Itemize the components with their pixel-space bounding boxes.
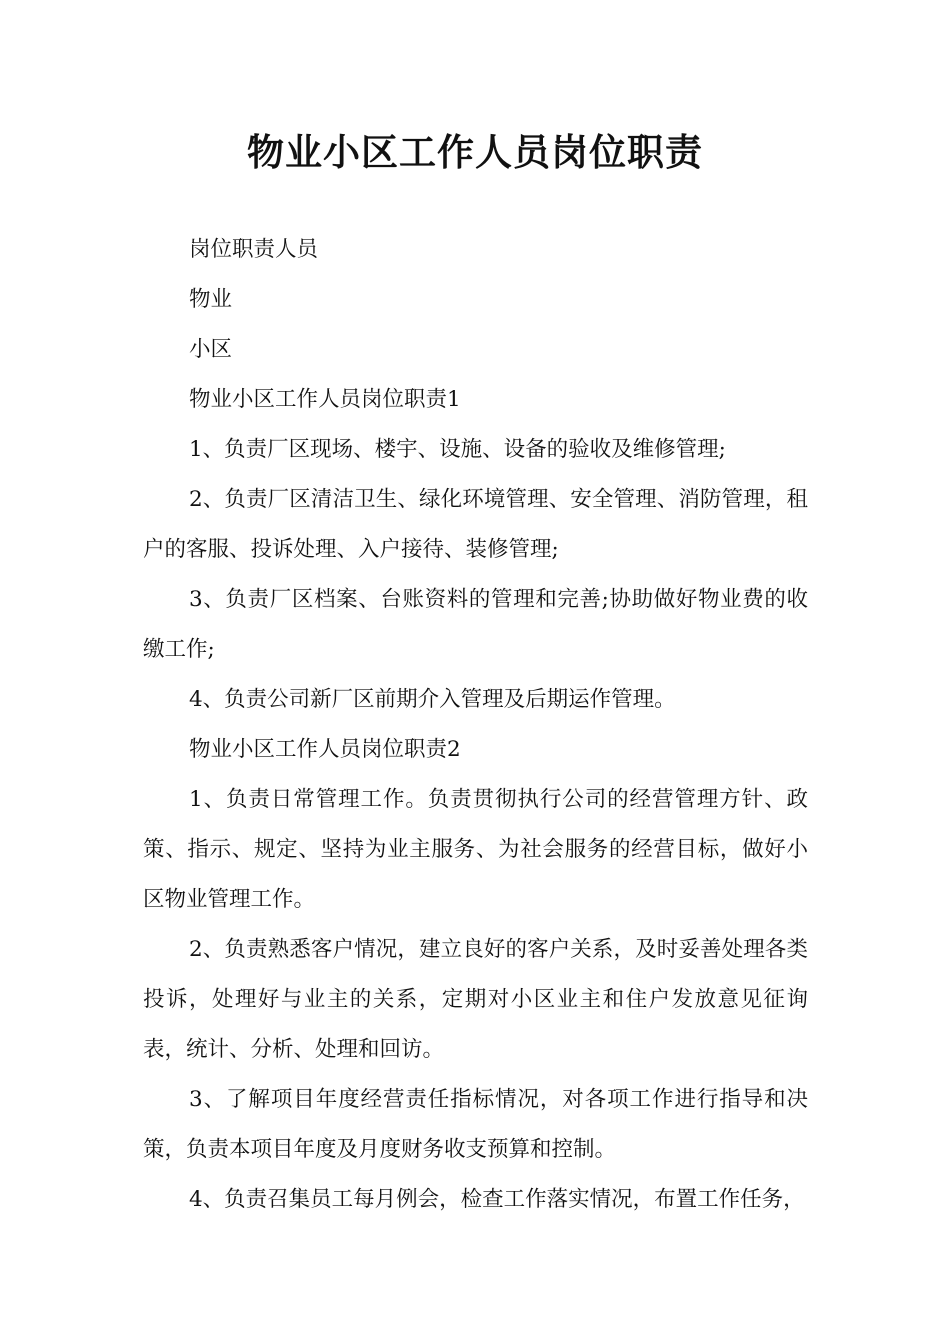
section-heading-2: 物业小区工作人员岗位职责2 [189, 737, 461, 762]
paragraph-role-heading: 岗位职责人员 [189, 237, 319, 262]
paragraph: 2、负责熟悉客户情况，建立良好的客户关系，及时妥善处理各类投诉，处理好与业主的关系，定期对小区业主和住户发放意见征询表，统计、分析、处理和回访。 [143, 937, 808, 1062]
document-body [143, 225, 808, 1225]
paragraph: 4、负责召集员工每月例会，检查工作落实情况，布置工作任务， [189, 1187, 805, 1212]
paragraph: 3、了解项目年度经营责任指标情况，对各项工作进行指导和决策，负责本项目年度及月度财务收支预算和控制。 [143, 1087, 808, 1162]
paragraph: 3、负责厂区档案、台账资料的管理和完善;协助做好物业费的收缴工作; [143, 587, 808, 662]
paragraph: 2、负责厂区清洁卫生、绿化环境管理、安全管理、消防管理，租户的客服、投诉处理、入户接待、装修管理; [143, 487, 808, 562]
section-heading-1: 物业小区工作人员岗位职责1 [189, 387, 461, 412]
paragraph-keyword-community: 小区 [189, 337, 233, 362]
paragraph: 1、负责厂区现场、楼宇、设施、设备的验收及维修管理; [189, 437, 726, 462]
paragraph: 4、负责公司新厂区前期介入管理及后期运作管理。 [189, 687, 676, 712]
paragraph: 1、负责日常管理工作。负责贯彻执行公司的经营管理方针、政策、指示、规定、坚持为业主服务、为社会服务的经营目标，做好小区物业管理工作。 [143, 787, 808, 912]
paragraph-keyword-property: 物业 [189, 287, 233, 312]
document-title: 物业小区工作人员岗位职责 [247, 131, 703, 174]
